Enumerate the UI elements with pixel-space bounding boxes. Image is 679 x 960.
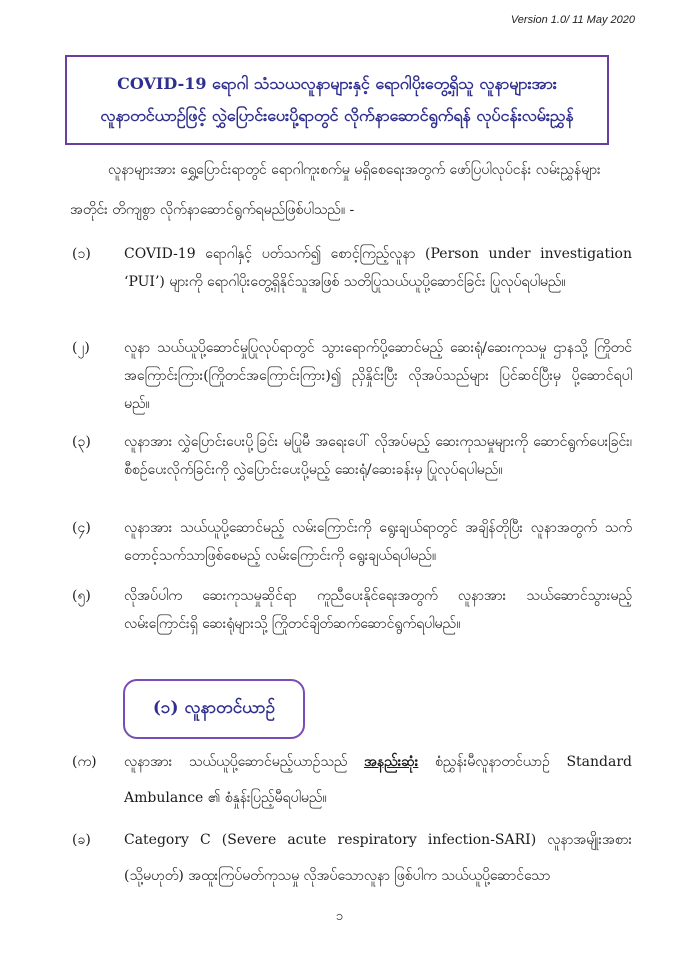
document-title-box: [65, 55, 609, 145]
item-text: လိုအပ်ပါက ဆေးကုသမှုဆိုင်ရာ ကူညီပေးနိုင်ရေးအတွက် လူနာအား သယ်ဆောင်သွားမည့် လမ်းကြောင်းရှိ ဆေးရုံများသို့ ကြိုတင်ချိတ်ဆက်ဆောင်ရွက်ရပါမည်။: [124, 588, 632, 632]
list-item: [72, 428, 632, 484]
item-number: (၃): [72, 434, 91, 450]
item-text-part: စံညွှန်းမီလူနာတင်ယာဉ် Standard Ambulance ၏ စံနှုန်းပြည့်မီရပါမည်။: [124, 754, 632, 806]
item-text: [124, 744, 632, 816]
title-line-2: လူနာတင်ယာဉ်ဖြင့် လွှဲပြောင်းပေးပို့ရာတွင် လိုက်နာဆောင်ရွက်ရန် လုပ်ငန်းလမ်းညွှန်: [100, 106, 574, 125]
item-number: (၅): [72, 588, 91, 604]
item-text: လူနာအား သယ်ယူပို့ဆောင်မည့် လမ်းကြောင်းကို ရွေးချယ်ရာတွင် အချိန်တိုပြီး လူနာအတွက် သက်တောင့်သက်သာဖြစ်စေမည့် လမ်းကြောင်းကို ရွေးချယ်ရပါမည်။: [124, 520, 632, 564]
item-text: COVID-19 ရောဂါနှင့် ပတ်သက်၍ စောင့်ကြည့်လူနာ (Person under investigation ‘PUI’) များကို ရောဂါပိုးတွေ့ရှိနိုင်သူအဖြစ် သတိပြုသယ်ယူပို့ဆောင်ခြင်း ပြုလုပ်ရပါမည်။: [124, 246, 632, 290]
title-line-1: COVID-19 ရောဂါ သံသယလူနာများနှင့် ရောဂါပိုးတွေ့ရှိသူ လူနာများအား: [117, 74, 557, 93]
section-heading: (၁) လူနာတင်ယာဉ်: [152, 697, 276, 718]
item-text: Category C (Severe acute respiratory infection-SARI) လူနာအမျိုးအစား (သို့မဟုတ်) အထူးကြပ်မတ်ကုသမှု လိုအပ်သောလူနာ ဖြစ်ပါက သယ်ယူပို့ဆောင်သော: [124, 832, 632, 884]
item-number: (၂): [72, 340, 90, 356]
item-text: လူနာအား လွှဲပြောင်းပေးပို့ခြင်း မပြုမီ အရေးပေါ် လိုအပ်မည့် ဆေးကုသမှုများကို ဆောင်ရွက်ပေးခြင်း၊ စီစဉ်ပေးလိုက်ခြင်းကို လွှဲပြောင်းပေးပို့မည့် ဆေးရုံ/ဆေးခန်းမှ ပြုလုပ်ရပါမည်။: [124, 434, 632, 478]
item-text-part: လူနာအား သယ်ယူပို့ဆောင်မည့်ယာဉ်သည်: [124, 754, 365, 770]
item-number: (၁): [72, 246, 91, 262]
list-item: [72, 334, 632, 418]
section-heading-box: [123, 679, 305, 739]
item-text: လူနာ သယ်ယူပို့ဆောင်မှုပြုလုပ်ရာတွင် သွားရောက်ပို့ဆောင်မည့် ဆေးရုံ/ဆေးကုသမှု ဌာနသို့ ကြိုတင်အကြောင်းကြား(ကြိုတင်အကြောင်းကြား)၍ ညှိနှိုင်းပြီး လိုအပ်သည်များ ပြင်ဆင်ပြီးမှ ပို့ဆောင်ရပါမည်။: [124, 340, 632, 412]
version-label: Version 1.0/ 11 May 2020: [510, 14, 635, 26]
page-number: ၁: [335, 909, 344, 924]
intro-paragraph: လူနာများအား ရွှေ့ပြောင်းရာတွင် ရောဂါကူးစက်မှု မရှိစေရေးအတွက် ဖော်ပြပါလုပ်ငန်း လမ်းညွှန်များအတိုင်း တိကျစွာ လိုက်နာဆောင်ရွက်ရမည်ဖြစ်ပါသည်။ -: [70, 162, 601, 218]
list-item: [72, 582, 632, 638]
list-item: [72, 744, 632, 816]
list-item: [72, 514, 632, 570]
item-number: (က): [72, 754, 97, 770]
list-item: [72, 822, 632, 894]
item-number: (ခ): [72, 832, 91, 848]
list-item: [72, 240, 632, 296]
emphasized-text: အနည်းဆုံး: [364, 754, 419, 770]
item-number: (၄): [72, 520, 91, 536]
